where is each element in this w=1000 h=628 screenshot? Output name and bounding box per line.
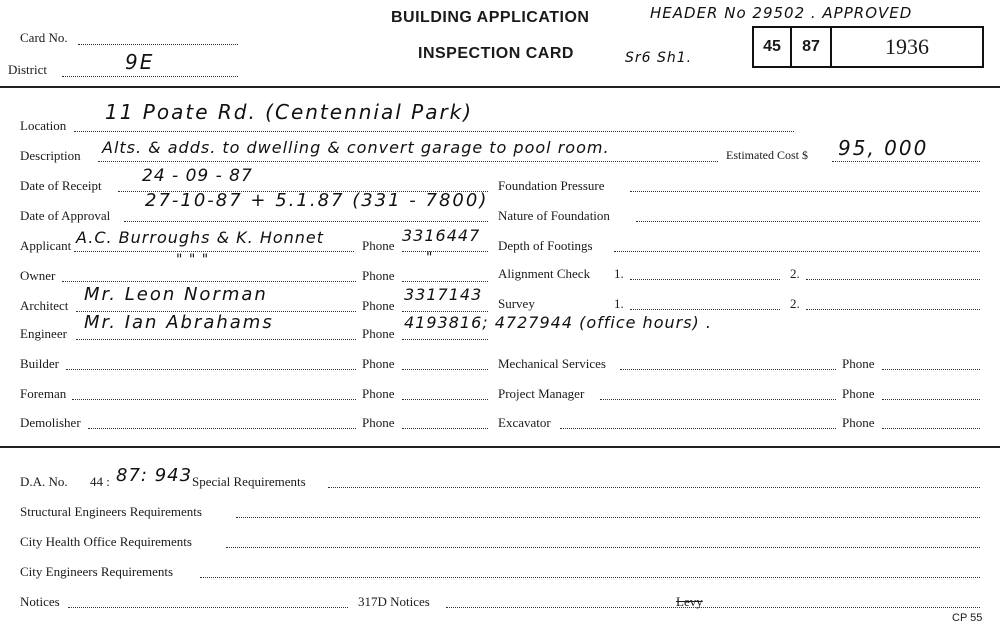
project-manager-phone-label: Phone [842,386,875,401]
notices-317d-line [446,607,980,608]
applicant-value: A.C. Burroughs & K. Honnet [76,228,325,247]
nature-foundation-line [636,221,980,222]
da-no-label: D.A. No. [20,474,68,489]
owner-line [62,281,356,282]
architect-label: Architect [20,298,69,313]
levy-struck: Levy [676,594,703,609]
owner-phone-label: Phone [362,268,395,283]
header-note: HEADER No 29502 . APPROVED [650,4,913,22]
header-rule [0,86,1000,88]
engineer-value: Mr. Ian Abrahams [84,312,274,333]
engineer-label: Engineer [20,326,67,341]
special-req-label: Special Requirements [192,474,306,489]
alignment-2-label: 2. [790,266,800,281]
foreman-phone-line [402,399,488,400]
section-rule [0,446,1000,448]
applicant-line [74,251,354,252]
card-number-box [752,26,984,68]
builder-phone-line [402,369,488,370]
owner-phone-ditto: " [426,250,434,266]
applicant-phone-value: 3316447 [402,226,481,245]
alignment-2-line [806,279,980,280]
location-line [74,131,794,132]
form-code: CP 55 [952,612,983,624]
estimated-cost-label: Estimated Cost $ [726,148,808,162]
builder-phone-label: Phone [362,356,395,371]
card-no-line [78,44,238,45]
title-inspection-card: INSPECTION CARD [418,45,574,62]
card-no-label: Card No. [20,30,68,45]
applicant-phone-line [402,251,488,252]
builder-line [66,369,356,370]
health-req-line [226,547,980,548]
survey-1-label: 1. [614,296,624,311]
project-manager-phone-line [882,399,980,400]
survey-1-line [630,309,780,310]
foreman-phone-label: Phone [362,386,395,401]
description-value: Alts. & adds. to dwelling & convert garage to pool room. [102,138,610,157]
estimated-cost-value: 95, 000 [838,136,929,160]
builder-label: Builder [20,356,59,371]
notices-line [68,607,348,608]
excavator-label: Excavator [498,415,551,430]
survey-2-line [806,309,980,310]
date-approval-label: Date of Approval [20,208,111,223]
district-line [62,76,238,77]
architect-phone-line [402,311,488,312]
structural-req-label: Structural Engineers Requirements [20,504,202,519]
applicant-phone-label: Phone [362,238,395,253]
notices-label: Notices [20,594,60,609]
foreman-line [72,399,356,400]
engineer-phone-value: 4193816; 4727944 (office hours) . [404,313,712,332]
special-req-line [328,487,980,488]
location-value: 11 Poate Rd. (Centennial Park) [105,100,474,124]
project-manager-line [600,399,836,400]
architect-value: Mr. Leon Norman [84,284,268,305]
date-approval-value: 27-10-87 + 5.1.87 (331 - 7800) [145,190,489,211]
demolisher-phone-label: Phone [362,415,395,430]
excavator-line [560,428,836,429]
depth-footings-label: Depth of Footings [498,238,593,253]
city-eng-req-line [200,577,980,578]
architect-phone-label: Phone [362,298,395,313]
city-eng-req-label: City Engineers Requirements [20,564,174,579]
nature-foundation-label: Nature of Foundation [498,208,610,223]
mechanical-line [620,369,836,370]
location-label: Location [20,118,67,133]
survey-label: Survey [498,296,535,311]
date-receipt-value: 24 - 09 - 87 [142,166,253,186]
project-manager-label: Project Manager [498,386,585,401]
sub-note: Sr6 Sh1. [625,50,693,66]
foundation-pressure-line [630,191,980,192]
excavator-phone-label: Phone [842,415,875,430]
mechanical-phone-label: Phone [842,356,875,371]
box-num-1: 45 [754,28,792,66]
applicant-label: Applicant [20,238,72,253]
mechanical-label: Mechanical Services [498,356,606,371]
description-line [98,161,718,162]
estimated-cost-line [832,161,980,162]
applicant-ditto: " " " [176,252,210,268]
box-year: 1936 [885,34,929,59]
engineer-phone-label: Phone [362,326,395,341]
excavator-phone-line [882,428,980,429]
district-label: District [8,62,47,77]
structural-req-line [236,517,980,518]
health-req-label: City Health Office Requirements [20,534,192,549]
foundation-pressure-label: Foundation Pressure [498,178,605,193]
demolisher-label: Demolisher [20,415,81,430]
owner-phone-line [402,281,488,282]
da-no-value: 87: 943 [116,465,193,486]
foreman-label: Foreman [20,386,67,401]
engineer-line [76,339,356,340]
title-building-application: BUILDING APPLICATION [391,9,590,26]
owner-label: Owner [20,268,56,283]
depth-footings-line [614,251,980,252]
alignment-1-line [630,279,780,280]
demolisher-line [88,428,356,429]
alignment-1-label: 1. [614,266,624,281]
date-approval-line [124,221,488,222]
notices-317d-label: 317D Notices [358,594,430,609]
architect-phone-value: 3317143 [404,285,483,304]
box-num-2: 87 [792,28,832,66]
demolisher-phone-line [402,428,488,429]
engineer-phone-line [402,339,488,340]
district-value: 9E [125,50,155,74]
da-no-prefix: 44 : [90,474,110,489]
date-receipt-label: Date of Receipt [20,178,102,193]
survey-2-label: 2. [790,296,800,311]
alignment-check-label: Alignment Check [498,266,591,281]
description-label: Description [20,148,81,163]
mechanical-phone-line [882,369,980,370]
